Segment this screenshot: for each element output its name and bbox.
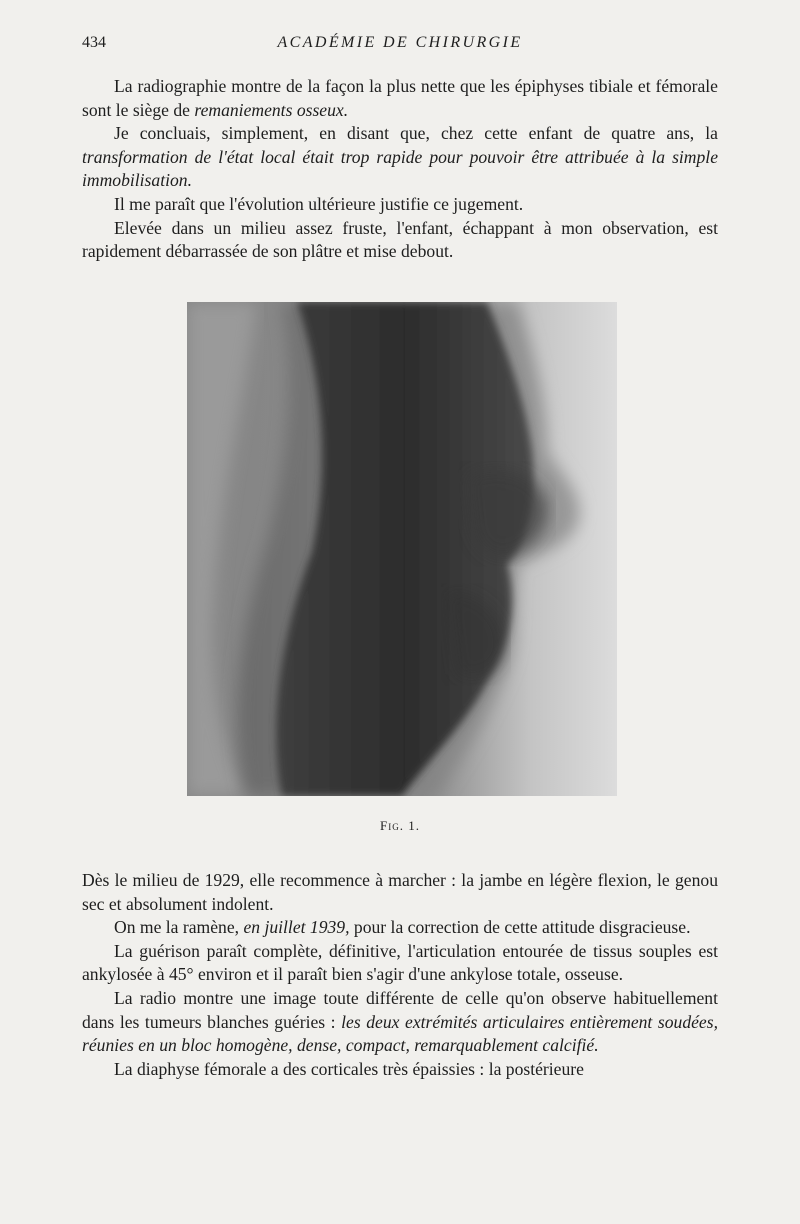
text-block-bottom (82, 869, 718, 1081)
italic-text: en juillet 1939, (243, 917, 350, 938)
page-number: 434 (82, 34, 106, 51)
italic-text: transformation de l'état local était trop rapide pour pouvoir être attribuée à la simple immobilisation. (82, 146, 718, 191)
paragraph (82, 916, 718, 940)
text-run: Elevée dans un milieu assez fruste, l'enfant, échappant à mon observation, est rapidement débarrassée de son plâtre et mise debout. (82, 217, 718, 262)
italic-text: remaniements osseux. (194, 99, 349, 120)
text-run: Je concluais, simplement, en disant que, chez cette enfant de quatre ans, la (114, 123, 718, 144)
figure-caption: Fig. 1. (380, 818, 420, 833)
paragraph (82, 869, 718, 916)
paragraph (82, 193, 718, 217)
text-run: La radiographie montre de la façon la plus nette que les épiphyses tibiale et fémorale sont le siège de (82, 76, 718, 120)
text-run: Dès le milieu de 1929, elle recommence à marcher : la jambe en légère flexion, le genou sec et absolument indolent. (82, 870, 718, 914)
text-run: La radio montre une image toute différente de celle qu'on observe habituellement dans les tumeurs blanches guéries : (82, 987, 718, 1032)
paragraph (82, 940, 718, 987)
italic-text: les deux extrémités articulaires entièrement soudées, réunies en un bloc homogène, dense, compact, remarquablement calcifié. (82, 1011, 718, 1056)
radiograph-figure (187, 302, 617, 796)
paragraph (82, 75, 718, 122)
radiograph-image (187, 302, 617, 796)
text-run: pour la correction de cette attitude disgracieuse. (349, 917, 691, 938)
paragraph (82, 987, 718, 1058)
text-run: Il me paraît que l'évolution ultérieure justifie ce jugement. (114, 193, 524, 214)
text-run: On me la ramène, (114, 917, 244, 938)
text-run: La guérison paraît complète, définitive, l'articulation entourée de tissus souples est ankylosée à 45° environ et il paraît bien s'agir d'une ankylose totale, osseuse. (82, 940, 718, 985)
paragraph (82, 1058, 718, 1082)
text-block-top (82, 75, 718, 264)
page-header (82, 34, 718, 54)
text-run: La diaphyse fémorale a des corticales très épaissies : la postérieure (114, 1058, 584, 1079)
running-title: ACADÉMIE DE CHIRURGIE (277, 34, 523, 51)
paragraph (82, 122, 718, 193)
paragraph (82, 217, 718, 264)
